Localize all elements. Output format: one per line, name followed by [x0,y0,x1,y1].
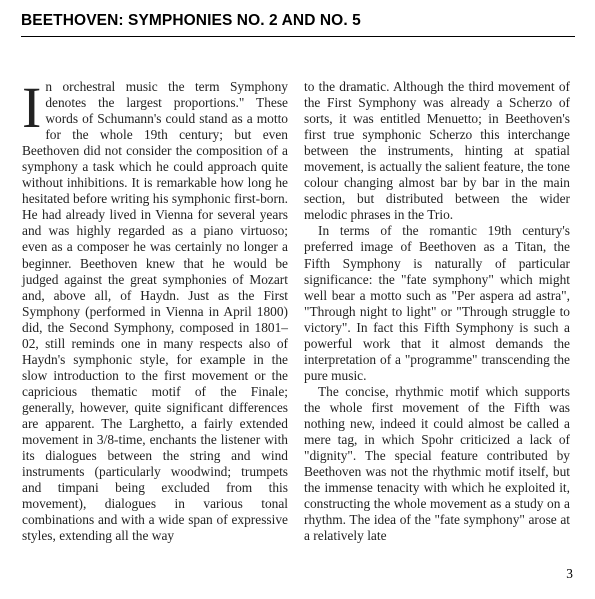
left-column [22,75,288,544]
body-paragraph-continued: to the dramatic. Although the third movement of the First Symphony was already a Scherzo of sorts, it was entitled Menuetto; in Beethoven's first true symphonic Scherzo this interchange between the instruments, hinting at spatial movement, is actually the salient feature, the tone colour changing almost bar by bar in the main section, but distributed between the wider melodic phrases in the Trio. [304,79,570,223]
drop-cap: I [22,75,42,140]
body-paragraph-1-text: n orchestral music the term Symphony denotes the largest proportions." These words of Schumann's could stand as a motto for the whole 19th century; but even Beethoven did not consider the composition of a symphony a task which he could approach quite without inhibitions. It is remarkable how long he hesitated before writing his symphonic first-born. He had already lived in Vienna for several years and was highly regarded as a piano virtuoso; even as a composer he was certainly no longer a beginner. Beethoven knew that he would be judged against the great symphonies of Mozart and, above all, of Haydn. Just as the First Symphony (performed in Vienna in April 1800) did, the Second Symphony, composed in 1801–02, still reminds one in many respects also of Haydn's symphonic style, for example in the slow introduction to the first movement or the capricious thematic motif of the Finale; generally, however, quite significant differences are apparent. The Larghetto, a fairly extended movement in 3/8-time, enchants the listener with its dialogues between the string and wind instruments (particularly woodwind; trumpets and timpani being excluded from this movement), dialogues in various tonal combinations and with a wide span of expressive styles, extending all the way [22,79,288,544]
right-column [304,79,570,544]
page-title: BEETHOVEN: SYMPHONIES NO. 2 AND NO. 5 [21,12,361,29]
body-paragraph-2: In terms of the romantic 19th century's preferred image of Beethoven as a Titan, the Fifth Symphony is naturally of particular significance: the "fate symphony" which might well bear a motto such as "Per aspera ad astra", "Through night to light" or "Through struggle to victory". In fact this Fifth Symphony is such a powerful work that it almost demands the interpretation of a "programme" transcending the pure music. [304,223,570,383]
body-paragraph-1 [22,75,288,544]
header-rule [21,36,575,37]
page-number: 3 [566,566,573,581]
body-paragraph-3: The concise, rhythmic motif which supports the whole first movement of the Fifth was nothing new, indeed it could almost be called a mere tag, in which Spohr criticized a lack of "dignity". The special feature contributed by Beethoven was not the rhythmic motif itself, but the immense tenacity with which he exploited it, constructing the whole movement as a study on a rhythm. The idea of the "fate symphony" arose at a relatively late [304,383,570,544]
